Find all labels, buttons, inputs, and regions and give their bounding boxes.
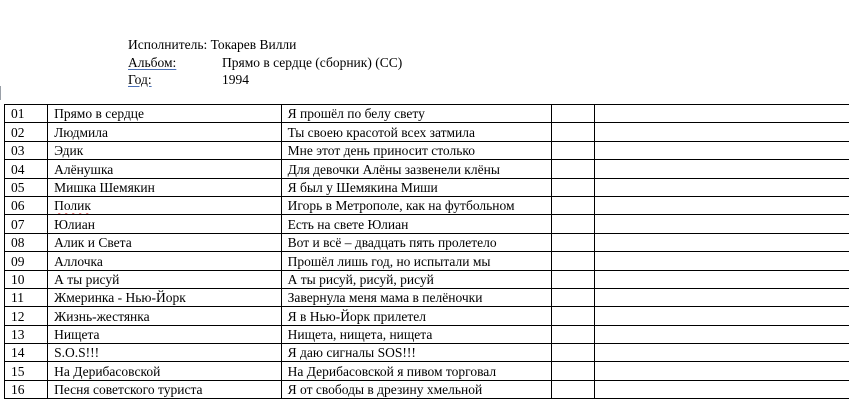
track-number-cell: 05 — [5, 178, 48, 196]
empty-cell — [552, 344, 595, 362]
track-number-cell: 06 — [5, 196, 48, 214]
track-number-cell: 08 — [5, 233, 48, 251]
track-title-cell: Жизнь-жестянка — [48, 307, 282, 325]
track-title-cell: Алик и Света — [48, 233, 282, 251]
tracklist-body — [5, 105, 849, 399]
empty-cell — [552, 252, 595, 270]
track-title-cell: Полик — [48, 196, 282, 214]
track-title-cell: Прямо в сердце — [48, 105, 282, 123]
empty-cell — [552, 196, 595, 214]
track-number-cell: 16 — [5, 380, 48, 398]
track-first-line-cell: На Дерибасовской я пивом торговал — [281, 362, 552, 380]
track-title-cell: Жмеринка - Нью-Йорк — [48, 288, 282, 306]
track-first-line-cell: Есть на свете Юлиан — [281, 215, 552, 233]
empty-cell — [595, 362, 849, 380]
table-row — [5, 141, 849, 159]
album-value: Прямо в сердце (сборник) (СС) — [222, 54, 403, 70]
empty-cell — [595, 141, 849, 159]
table-row — [5, 215, 849, 233]
track-number-cell: 11 — [5, 288, 48, 306]
track-number-cell: 10 — [5, 270, 48, 288]
empty-cell — [595, 178, 849, 196]
year-row — [128, 71, 402, 89]
artist-row — [128, 36, 402, 54]
track-number-cell: 12 — [5, 307, 48, 325]
table-row — [5, 307, 849, 325]
table-row — [5, 160, 849, 178]
table-row — [5, 252, 849, 270]
empty-cell — [595, 105, 849, 123]
table-row — [5, 123, 849, 141]
track-first-line-cell: Мне этот день приносит столько — [281, 141, 552, 159]
empty-cell — [552, 325, 595, 343]
empty-cell — [552, 141, 595, 159]
empty-cell — [595, 307, 849, 325]
tracklist-table — [4, 104, 849, 399]
track-number-cell: 13 — [5, 325, 48, 343]
empty-cell — [552, 380, 595, 398]
track-title-cell: На Дерибасовской — [48, 362, 282, 380]
table-row — [5, 325, 849, 343]
document-header — [128, 36, 402, 89]
track-title-cell: Нищета — [48, 325, 282, 343]
track-number-cell: 01 — [5, 105, 48, 123]
track-first-line-cell: А ты рисуй, рисуй, рисуй — [281, 270, 552, 288]
empty-cell — [552, 105, 595, 123]
empty-cell — [552, 288, 595, 306]
empty-cell — [595, 380, 849, 398]
track-first-line-cell: Нищета, нищета, нищета — [281, 325, 552, 343]
track-title-cell: Юлиан — [48, 215, 282, 233]
track-title-cell: Аллочка — [48, 252, 282, 270]
artist-label: Исполнитель: — [128, 37, 208, 52]
table-row — [5, 233, 849, 251]
empty-cell — [595, 233, 849, 251]
table-row — [5, 288, 849, 306]
empty-cell — [595, 252, 849, 270]
table-row — [5, 362, 849, 380]
track-title-cell: Песня советского туриста — [48, 380, 282, 398]
track-first-line-cell: Я даю сигналы SOS!!! — [281, 344, 552, 362]
empty-cell — [552, 215, 595, 233]
track-number-cell: 04 — [5, 160, 48, 178]
empty-cell — [595, 215, 849, 233]
empty-cell — [595, 123, 849, 141]
track-first-line-cell: Для девочки Алёны зазвенели клёны — [281, 160, 552, 178]
track-number-cell: 03 — [5, 141, 48, 159]
album-row — [128, 54, 402, 72]
track-first-line-cell: Я в Нью-Йорк прилетел — [281, 307, 552, 325]
empty-cell — [552, 178, 595, 196]
track-first-line-cell: Я от свободы в дрезину хмельной — [281, 380, 552, 398]
table-row — [5, 196, 849, 214]
empty-cell — [595, 288, 849, 306]
empty-cell — [595, 325, 849, 343]
track-title-cell: Алёнушка — [48, 160, 282, 178]
empty-cell — [552, 233, 595, 251]
empty-cell — [552, 160, 595, 178]
track-title-cell: А ты рисуй — [48, 270, 282, 288]
track-title-cell: Мишка Шемякин — [48, 178, 282, 196]
empty-cell — [595, 196, 849, 214]
track-first-line-cell: Игорь в Метрополе, как на футбольном — [281, 196, 552, 214]
artist-value: Токарев Вилли — [210, 37, 297, 52]
empty-cell — [595, 270, 849, 288]
track-first-line-cell: Вот и всё – двадцать пять пролетело — [281, 233, 552, 251]
track-first-line-cell: Ты своею красотой всех затмила — [281, 123, 552, 141]
album-label: Альбом: — [128, 54, 177, 70]
empty-cell — [552, 123, 595, 141]
track-number-cell: 09 — [5, 252, 48, 270]
empty-cell — [595, 160, 849, 178]
table-row — [5, 178, 849, 196]
table-row — [5, 344, 849, 362]
empty-cell — [552, 362, 595, 380]
year-value: 1994 — [222, 72, 249, 87]
table-row — [5, 380, 849, 398]
track-number-cell: 15 — [5, 362, 48, 380]
track-title-cell: S.O.S!!! — [48, 344, 282, 362]
track-first-line-cell: Прошёл лишь год, но испытали мы — [281, 252, 552, 270]
paragraph-mark — [0, 86, 4, 100]
track-title-cell: Людмила — [48, 123, 282, 141]
track-title-cell: Эдик — [48, 141, 282, 159]
empty-cell — [552, 270, 595, 288]
year-label: Год: — [128, 72, 152, 87]
track-first-line-cell: Я прошёл по белу свету — [281, 105, 552, 123]
track-number-cell: 14 — [5, 344, 48, 362]
track-number-cell: 02 — [5, 123, 48, 141]
empty-cell — [595, 344, 849, 362]
table-row — [5, 270, 849, 288]
track-number-cell: 07 — [5, 215, 48, 233]
table-row — [5, 105, 849, 123]
empty-cell — [552, 307, 595, 325]
track-first-line-cell: Завернула меня мама в пелёночки — [281, 288, 552, 306]
track-first-line-cell: Я был у Шемякина Миши — [281, 178, 552, 196]
